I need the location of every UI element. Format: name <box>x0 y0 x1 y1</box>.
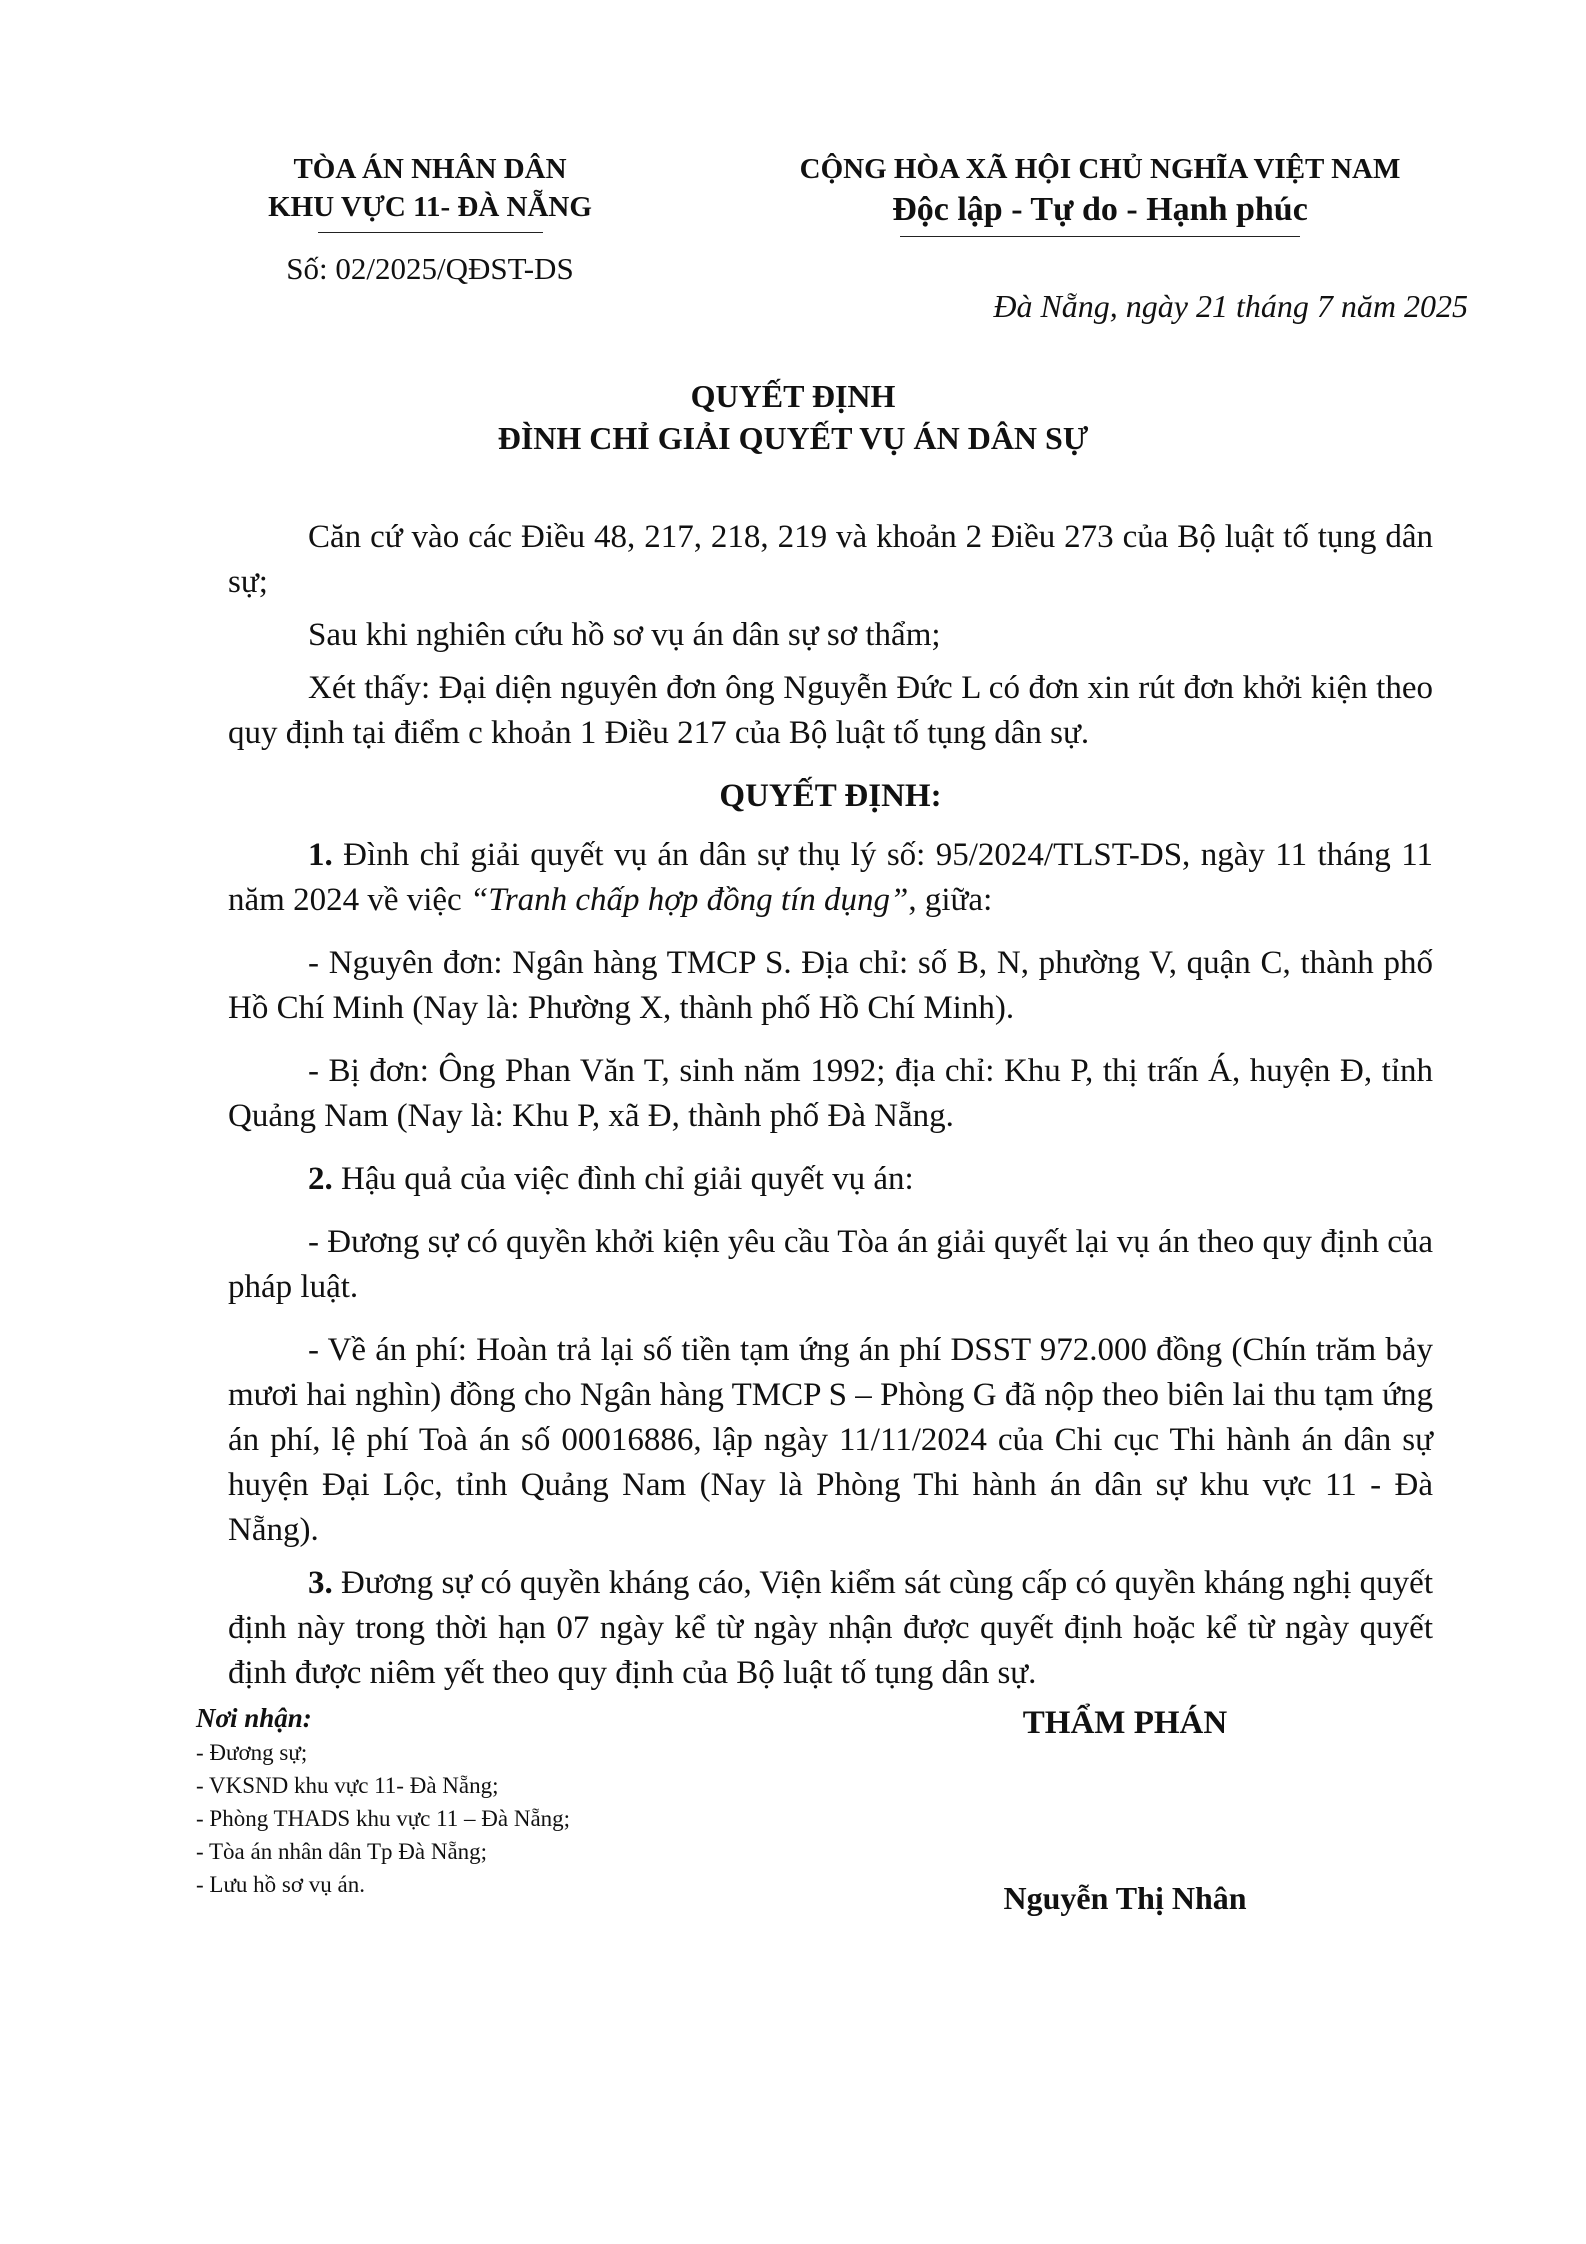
item-1-text-a: Đình chỉ giải quyết vụ án dân sự thụ lý số: 95/2024/TLST-DS, ngày 11 tháng 11 năm 2024 về việc <box>228 837 1433 918</box>
recipient-item: - Đương sự; <box>196 1740 308 1765</box>
title-line-2: ĐÌNH CHỈ GIẢI QUYẾT VỤ ÁN DÂN SỰ <box>497 420 1089 456</box>
court-name: TÒA ÁN NHÂN DÂN <box>293 153 567 185</box>
title-line-1: QUYẾT ĐỊNH <box>690 378 896 414</box>
item-3-number: 3. <box>308 1565 333 1601</box>
item-2 <box>228 1157 1433 1202</box>
signer-name: Nguyễn Thị Nhân <box>1003 1880 1247 1916</box>
preamble-review: Sau khi nghiên cứu hồ sơ vụ án dân sự sơ thẩm; <box>308 617 941 653</box>
item-1 <box>228 833 1433 923</box>
national-header <box>740 150 1460 237</box>
recipient-item: - Tòa án nhân dân Tp Đà Nẵng; <box>196 1839 488 1864</box>
preamble-finding: Xét thấy: Đại diện nguyên đơn ông Nguyễn Đức L có đơn xin rút đơn khởi kiện theo quy định tại điểm c khoản 1 Điều 217 của Bộ luật tố tụng dân sự. <box>228 670 1433 751</box>
plaintiff-paragraph: - Nguyên đơn: Ngân hàng TMCP S. Địa chỉ: số B, N, phường V, quận C, thành phố Hồ Chí Minh (Nay là: Phường X, thành phố Hồ Chí Minh). <box>228 945 1433 1026</box>
fee-paragraph: - Về án phí: Hoàn trả lại số tiền tạm ứng án phí DSST 972.000 đồng (Chín trăm bảy mươi hai nghìn) đồng cho Ngân hàng TMCP S – Phòng G đã nộp theo biên lai thu tạm ứng án phí, lệ phí Toà án số 00016886, lập ngày 11/11/2024 của Chi cục Thi hành án dân sự huyện Đại Lộc, tỉnh Quảng Nam (Nay là Phòng Thi hành án dân sự khu vực 11 - Đà Nẵng). <box>228 1332 1433 1548</box>
item-2-text: Hậu quả của việc đình chỉ giải quyết vụ án: <box>332 1161 914 1197</box>
document-title <box>0 375 1586 459</box>
item-3-text: Đương sự có quyền kháng cáo, Viện kiểm sát cùng cấp có quyền kháng nghị quyết định này trong thời hạn 07 ngày kể từ ngày nhận được quyết định hoặc kể từ ngày quyết định được niêm yết theo quy định của Bộ luật tố tụng dân sự. <box>228 1565 1433 1691</box>
document-date: Đà Nẵng, ngày 21 tháng 7 năm 2025 <box>993 288 1468 324</box>
national-motto: Độc lập - Tự do - Hạnh phúc <box>892 191 1308 228</box>
item-2-number: 2. <box>308 1161 333 1197</box>
recipient-item: - Lưu hồ sơ vụ án. <box>196 1872 365 1897</box>
decision-number: Số: 02/2025/QĐST-DS <box>286 251 574 286</box>
recipient-item: - VKSND khu vực 11- Đà Nẵng; <box>196 1773 499 1798</box>
recipients-block <box>196 1700 796 1901</box>
item-1-text-b: , giữa: <box>908 882 993 918</box>
recipient-item: - Phòng THADS khu vực 11 – Đà Nẵng; <box>196 1806 571 1831</box>
decision-heading: QUYẾT ĐỊNH: <box>719 778 942 814</box>
item-1-case-type: “Tranh chấp hợp đồng tín dụng” <box>469 882 909 918</box>
court-header-underline <box>318 232 543 233</box>
recipients-title: Nơi nhận: <box>196 1703 312 1733</box>
national-title: CỘNG HÒA XÃ HỘI CHỦ NGHĨA VIỆT NAM <box>799 153 1401 185</box>
preamble-legal-basis: Căn cứ vào các Điều 48, 217, 218, 219 và khoản 2 Điều 273 của Bộ luật tố tụng dân sự; <box>228 519 1433 600</box>
court-header <box>230 150 630 287</box>
item-3 <box>228 1561 1433 1696</box>
national-motto-underline <box>900 236 1300 237</box>
document-body <box>228 515 1433 1714</box>
court-region: KHU VỰC 11- ĐÀ NẴNG <box>268 191 592 223</box>
item-1-number: 1. <box>308 837 333 873</box>
defendant-paragraph: - Bị đơn: Ông Phan Văn T, sinh năm 1992; địa chỉ: Khu P, thị trấn Á, huyện Đ, tỉnh Quảng Nam (Nay là: Khu P, xã Đ, thành phố Đà Nẵng. <box>228 1053 1433 1134</box>
rights-paragraph: - Đương sự có quyền khởi kiện yêu cầu Tòa án giải quyết lại vụ án theo quy định của pháp luật. <box>228 1224 1433 1305</box>
signer-role: THẨM PHÁN <box>1022 1705 1228 1741</box>
